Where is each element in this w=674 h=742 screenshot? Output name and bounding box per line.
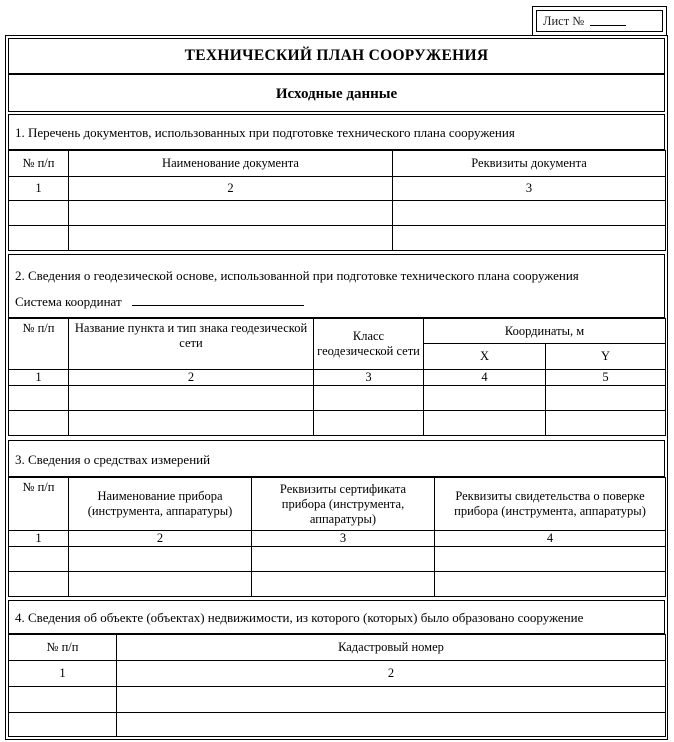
table-cell[interactable]: [117, 713, 666, 737]
table-row: [9, 687, 666, 713]
section2-title: 2. Сведения о геодезической основе, использованной при подготовке технического плана сооружения: [15, 268, 579, 283]
section3-header: [8, 440, 665, 477]
table-row: [9, 547, 666, 572]
column-header: Класс геодезической сети: [314, 319, 424, 370]
sheet-number-field[interactable]: [536, 10, 663, 32]
table-cell[interactable]: [69, 411, 314, 436]
column-number: 2: [69, 370, 314, 386]
table-cell[interactable]: [314, 386, 424, 411]
table-cell[interactable]: [393, 226, 666, 251]
table-row: [9, 226, 666, 251]
column-header: Реквизиты документа: [393, 151, 666, 177]
table-cell[interactable]: [69, 386, 314, 411]
sheet-number-label: Лист №: [543, 13, 585, 28]
column-number: 4: [435, 531, 666, 547]
column-header: № п/п: [9, 635, 117, 661]
section1-header: [8, 114, 665, 150]
table-row: [9, 386, 666, 411]
table-cell[interactable]: [69, 547, 252, 572]
section4-table: [8, 634, 666, 737]
table-cell[interactable]: [314, 411, 424, 436]
column-number: 3: [393, 177, 666, 201]
table-cell[interactable]: [424, 386, 546, 411]
table-cell[interactable]: [435, 572, 666, 597]
section3-title: 3. Сведения о средствах измерений: [15, 452, 211, 467]
table-cell[interactable]: [9, 547, 69, 572]
column-number: 2: [69, 177, 393, 201]
table-row: [9, 713, 666, 737]
column-header: Реквизиты сертификата прибора (инструмента, аппаратуры): [252, 478, 435, 531]
table-cell[interactable]: [252, 547, 435, 572]
table-header-row: [9, 478, 666, 531]
column-header: Название пункта и тип знака геодезической сети: [69, 319, 314, 370]
column-number: 1: [9, 177, 69, 201]
column-header: Y: [546, 344, 666, 370]
table-header-row: [9, 635, 666, 661]
document-title: ТЕХНИЧЕСКИЙ ПЛАН СООРУЖЕНИЯ: [8, 38, 665, 74]
table-cell[interactable]: [546, 386, 666, 411]
column-number-row: [9, 370, 666, 386]
section2-header: [8, 254, 665, 318]
table-cell[interactable]: [546, 411, 666, 436]
section1-title: 1. Перечень документов, использованных при подготовке технического плана сооружения: [15, 125, 515, 140]
column-number-row: [9, 661, 666, 687]
sheet-number-box: [532, 6, 667, 36]
section4-title: 4. Сведения об объекте (объектах) недвижимости, из которого (которых) было образовано сооружение: [15, 610, 584, 625]
column-header: Координаты, м: [424, 319, 666, 344]
column-header: Наименование документа: [69, 151, 393, 177]
table-cell[interactable]: [9, 411, 69, 436]
table-cell[interactable]: [69, 201, 393, 226]
table-cell[interactable]: [9, 386, 69, 411]
column-number: 3: [314, 370, 424, 386]
section3-table: [8, 477, 666, 597]
document-subtitle: Исходные данные: [8, 74, 665, 112]
table-cell[interactable]: [9, 687, 117, 713]
table-cell[interactable]: [252, 572, 435, 597]
table-cell[interactable]: [393, 201, 666, 226]
column-number: 5: [546, 370, 666, 386]
coordinate-system-row: [15, 294, 304, 310]
column-header: № п/п: [9, 478, 69, 531]
column-header: Кадастровый номер: [117, 635, 666, 661]
column-number: 1: [9, 531, 69, 547]
table-cell[interactable]: [9, 572, 69, 597]
column-header: № п/п: [9, 319, 69, 370]
column-number: 2: [117, 661, 666, 687]
table-header-row: [9, 319, 666, 344]
column-number-row: [9, 177, 666, 201]
table-header-row: [9, 151, 666, 177]
table-cell[interactable]: [9, 201, 69, 226]
table-row: [9, 572, 666, 597]
section2-table: [8, 318, 666, 436]
column-number: 1: [9, 661, 117, 687]
section4-header: [8, 600, 665, 634]
table-cell[interactable]: [435, 547, 666, 572]
section1-table: [8, 150, 666, 251]
column-header: Наименование прибора (инструмента, аппаратуры): [69, 478, 252, 531]
table-cell[interactable]: [69, 572, 252, 597]
table-row: [9, 201, 666, 226]
column-number: 1: [9, 370, 69, 386]
table-cell[interactable]: [9, 713, 117, 737]
column-header: X: [424, 344, 546, 370]
table-row: [9, 411, 666, 436]
column-number: 4: [424, 370, 546, 386]
column-number: 2: [69, 531, 252, 547]
table-cell[interactable]: [69, 226, 393, 251]
column-header: № п/п: [9, 151, 69, 177]
sheet-number-line: [590, 16, 626, 26]
coordinate-system-label: Система координат: [15, 294, 122, 309]
table-cell[interactable]: [424, 411, 546, 436]
table-cell[interactable]: [117, 687, 666, 713]
table-cell[interactable]: [9, 226, 69, 251]
column-header: Реквизиты свидетельства о поверке прибора (инструмента, аппаратуры): [435, 478, 666, 531]
column-number: 3: [252, 531, 435, 547]
column-number-row: [9, 531, 666, 547]
coordinate-system-field[interactable]: [132, 295, 304, 306]
